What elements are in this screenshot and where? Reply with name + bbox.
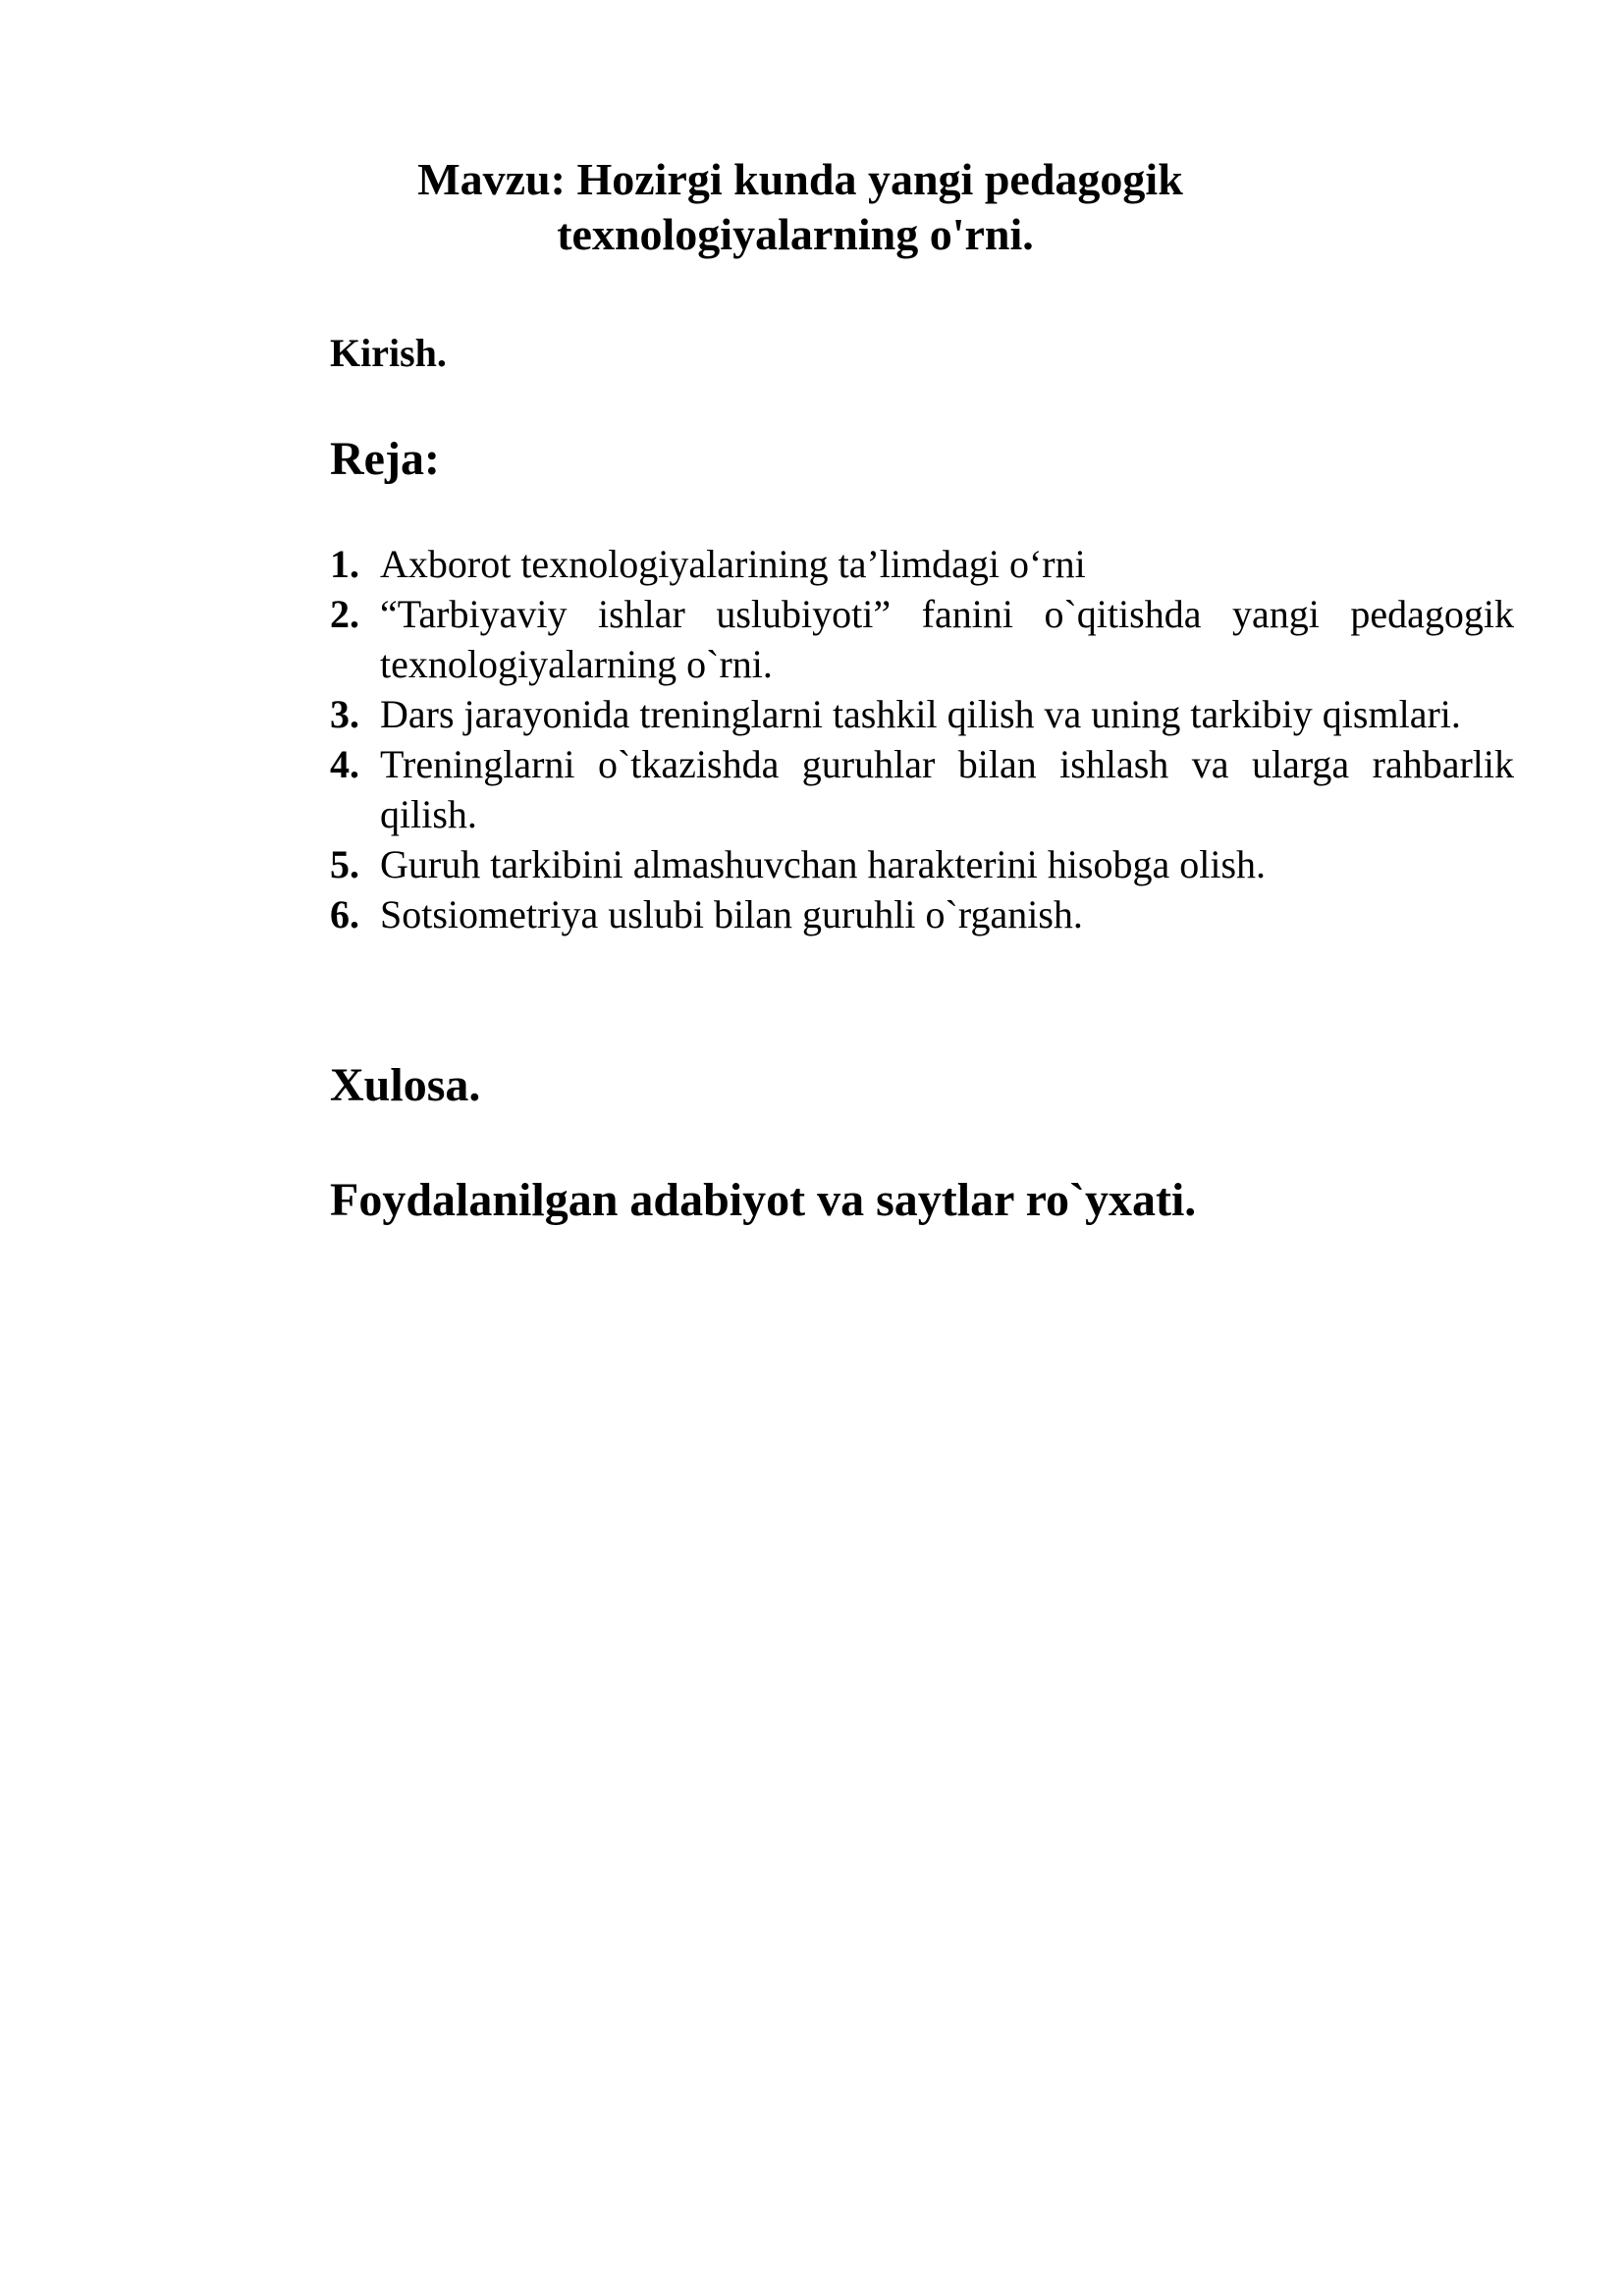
intro-heading: Kirish.: [330, 331, 447, 375]
plan-item-text: Sotsiometriya uslubi bilan guruhli o`rganish.: [380, 892, 1083, 936]
plan-item-text: Dars jarayonida treninglarni tashkil qilish va uning tarkibiy qismlari.: [380, 692, 1461, 736]
plan-item-text: Axborot texnologiyalarining ta’limdagi o‘rni: [380, 542, 1086, 586]
plan-item-number: 1.: [330, 542, 359, 586]
plan-heading: Reja:: [330, 433, 440, 485]
plan-item: [330, 739, 1514, 839]
plan-item-number: 3.: [330, 692, 359, 736]
plan-item-number: 5.: [330, 842, 359, 886]
plan-list: [330, 539, 1514, 939]
plan-item-number: 4.: [330, 742, 359, 786]
title-line-1: Mavzu: Hozirgi kunda yangi pedagogik: [417, 154, 1183, 204]
plan-item-text: “Tarbiyaviy ishlar uslubiyoti” fanini o`qitishda yangi pedagogik texnologiyalarning o`rni.: [380, 592, 1514, 686]
plan-item: [330, 689, 1514, 739]
plan-item-text: Guruh tarkibini almashuvchan harakterini hisobga olish.: [380, 842, 1267, 886]
plan-item-text: Treninglarni o`tkazishda guruhlar bilan ishlash va ularga rahbarlik qilish.: [380, 742, 1514, 836]
plan-item: [330, 539, 1514, 589]
plan-item: [330, 889, 1514, 939]
plan-item-number: 2.: [330, 592, 359, 636]
conclusion-heading: Xulosa.: [330, 1059, 481, 1111]
title-line-2: texnologiyalarning o'rni.: [557, 209, 1034, 259]
plan-item: [330, 839, 1514, 889]
references-heading: Foydalanilgan adabiyot va saytlar ro`yxati.: [330, 1174, 1197, 1226]
plan-item: [330, 589, 1514, 689]
document-title: [295, 152, 1276, 262]
plan-item-number: 6.: [330, 892, 359, 936]
